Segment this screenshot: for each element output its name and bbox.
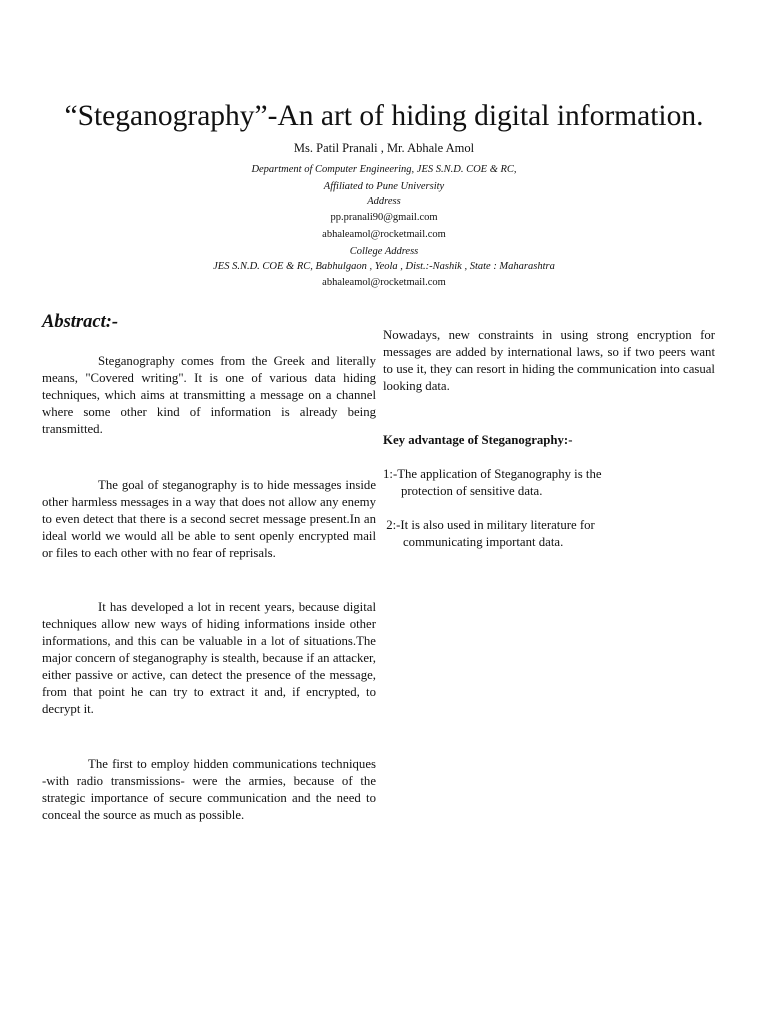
abstract-paragraph-3-block (42, 599, 376, 718)
advantage-item-1 (383, 466, 715, 500)
abstract-heading: Abstract:- (42, 312, 119, 332)
advantage-item-1-line-1: 1:-The application of Steganography is the (383, 467, 602, 481)
college-address: JES S.N.D. COE & RC, Babhulgaon , Yeola , Dist.:-Nashik , State : Maharashtra (213, 261, 555, 272)
advantage-item-2 (383, 517, 715, 551)
key-advantage-heading: Key advantage of Steganography:- (383, 433, 573, 447)
abstract-paragraph-4-block (42, 756, 376, 824)
abstract-paragraph-1-block (42, 353, 376, 438)
paper-title: “Steganography”-An art of hiding digital information. (64, 100, 704, 132)
advantage-item-1-line-2: protection of sensitive data. (401, 484, 543, 498)
key-advantage-heading-block (383, 432, 715, 449)
abstract-paragraph: The goal of steganography is to hide messages inside other harmless messages in a way that does not allow any enemy to even detect that there is a second secret message present.In an ideal world we would all be able to sent openly encrypted mail or files to each other with no fear of reprisals. (42, 478, 376, 560)
right-intro-block (383, 327, 715, 395)
abstract-paragraph-2-block (42, 477, 376, 562)
university-line: Affiliated to Pune University (323, 181, 445, 192)
department-line: Department of Computer Engineering, JES S.N.D. COE & RC, (251, 164, 517, 175)
author-email-3: abhaleamol@rocketmail.com (322, 277, 446, 288)
author-email-2: abhaleamol@rocketmail.com (322, 229, 446, 240)
college-address-label: College Address (349, 246, 419, 257)
right-intro-paragraph: Nowadays, new constraints in using strong encryption for messages are added by international laws, so if two peers want to use it, they can resort in hiding the communication into casual looking data. (383, 328, 715, 393)
author-email-1: pp.pranali90@gmail.com (330, 212, 438, 223)
address-label: Address (367, 196, 401, 207)
abstract-paragraph: The first to employ hidden communications techniques -with radio transmissions- were the armies, because of the strategic importance of secure communication and the need to conceal the source as much as possible. (42, 757, 376, 822)
advantage-item-2-line-2: communicating important data. (403, 535, 564, 549)
author-names: Ms. Patil Pranali , Mr. Abhale Amol (293, 141, 475, 155)
abstract-paragraph: Steganography comes from the Greek and literally means, "Covered writing". It is one of various data hiding techniques, which aims at transmitting a message on a channel where some other kind of information is already being transmitted. (42, 354, 376, 436)
advantage-item-2-line-1: 2:-It is also used in military literature for (383, 518, 595, 532)
abstract-paragraph: It has developed a lot in recent years, because digital techniques allow new ways of hiding informations inside other informations, and this can be valuable in a lot of situations.The major concern of steganography is stealth, because if an attacker, either passive or active, can detect the presence of the message, from that point he can try to extract it and, if encrypted, to decrypt it. (42, 600, 376, 716)
